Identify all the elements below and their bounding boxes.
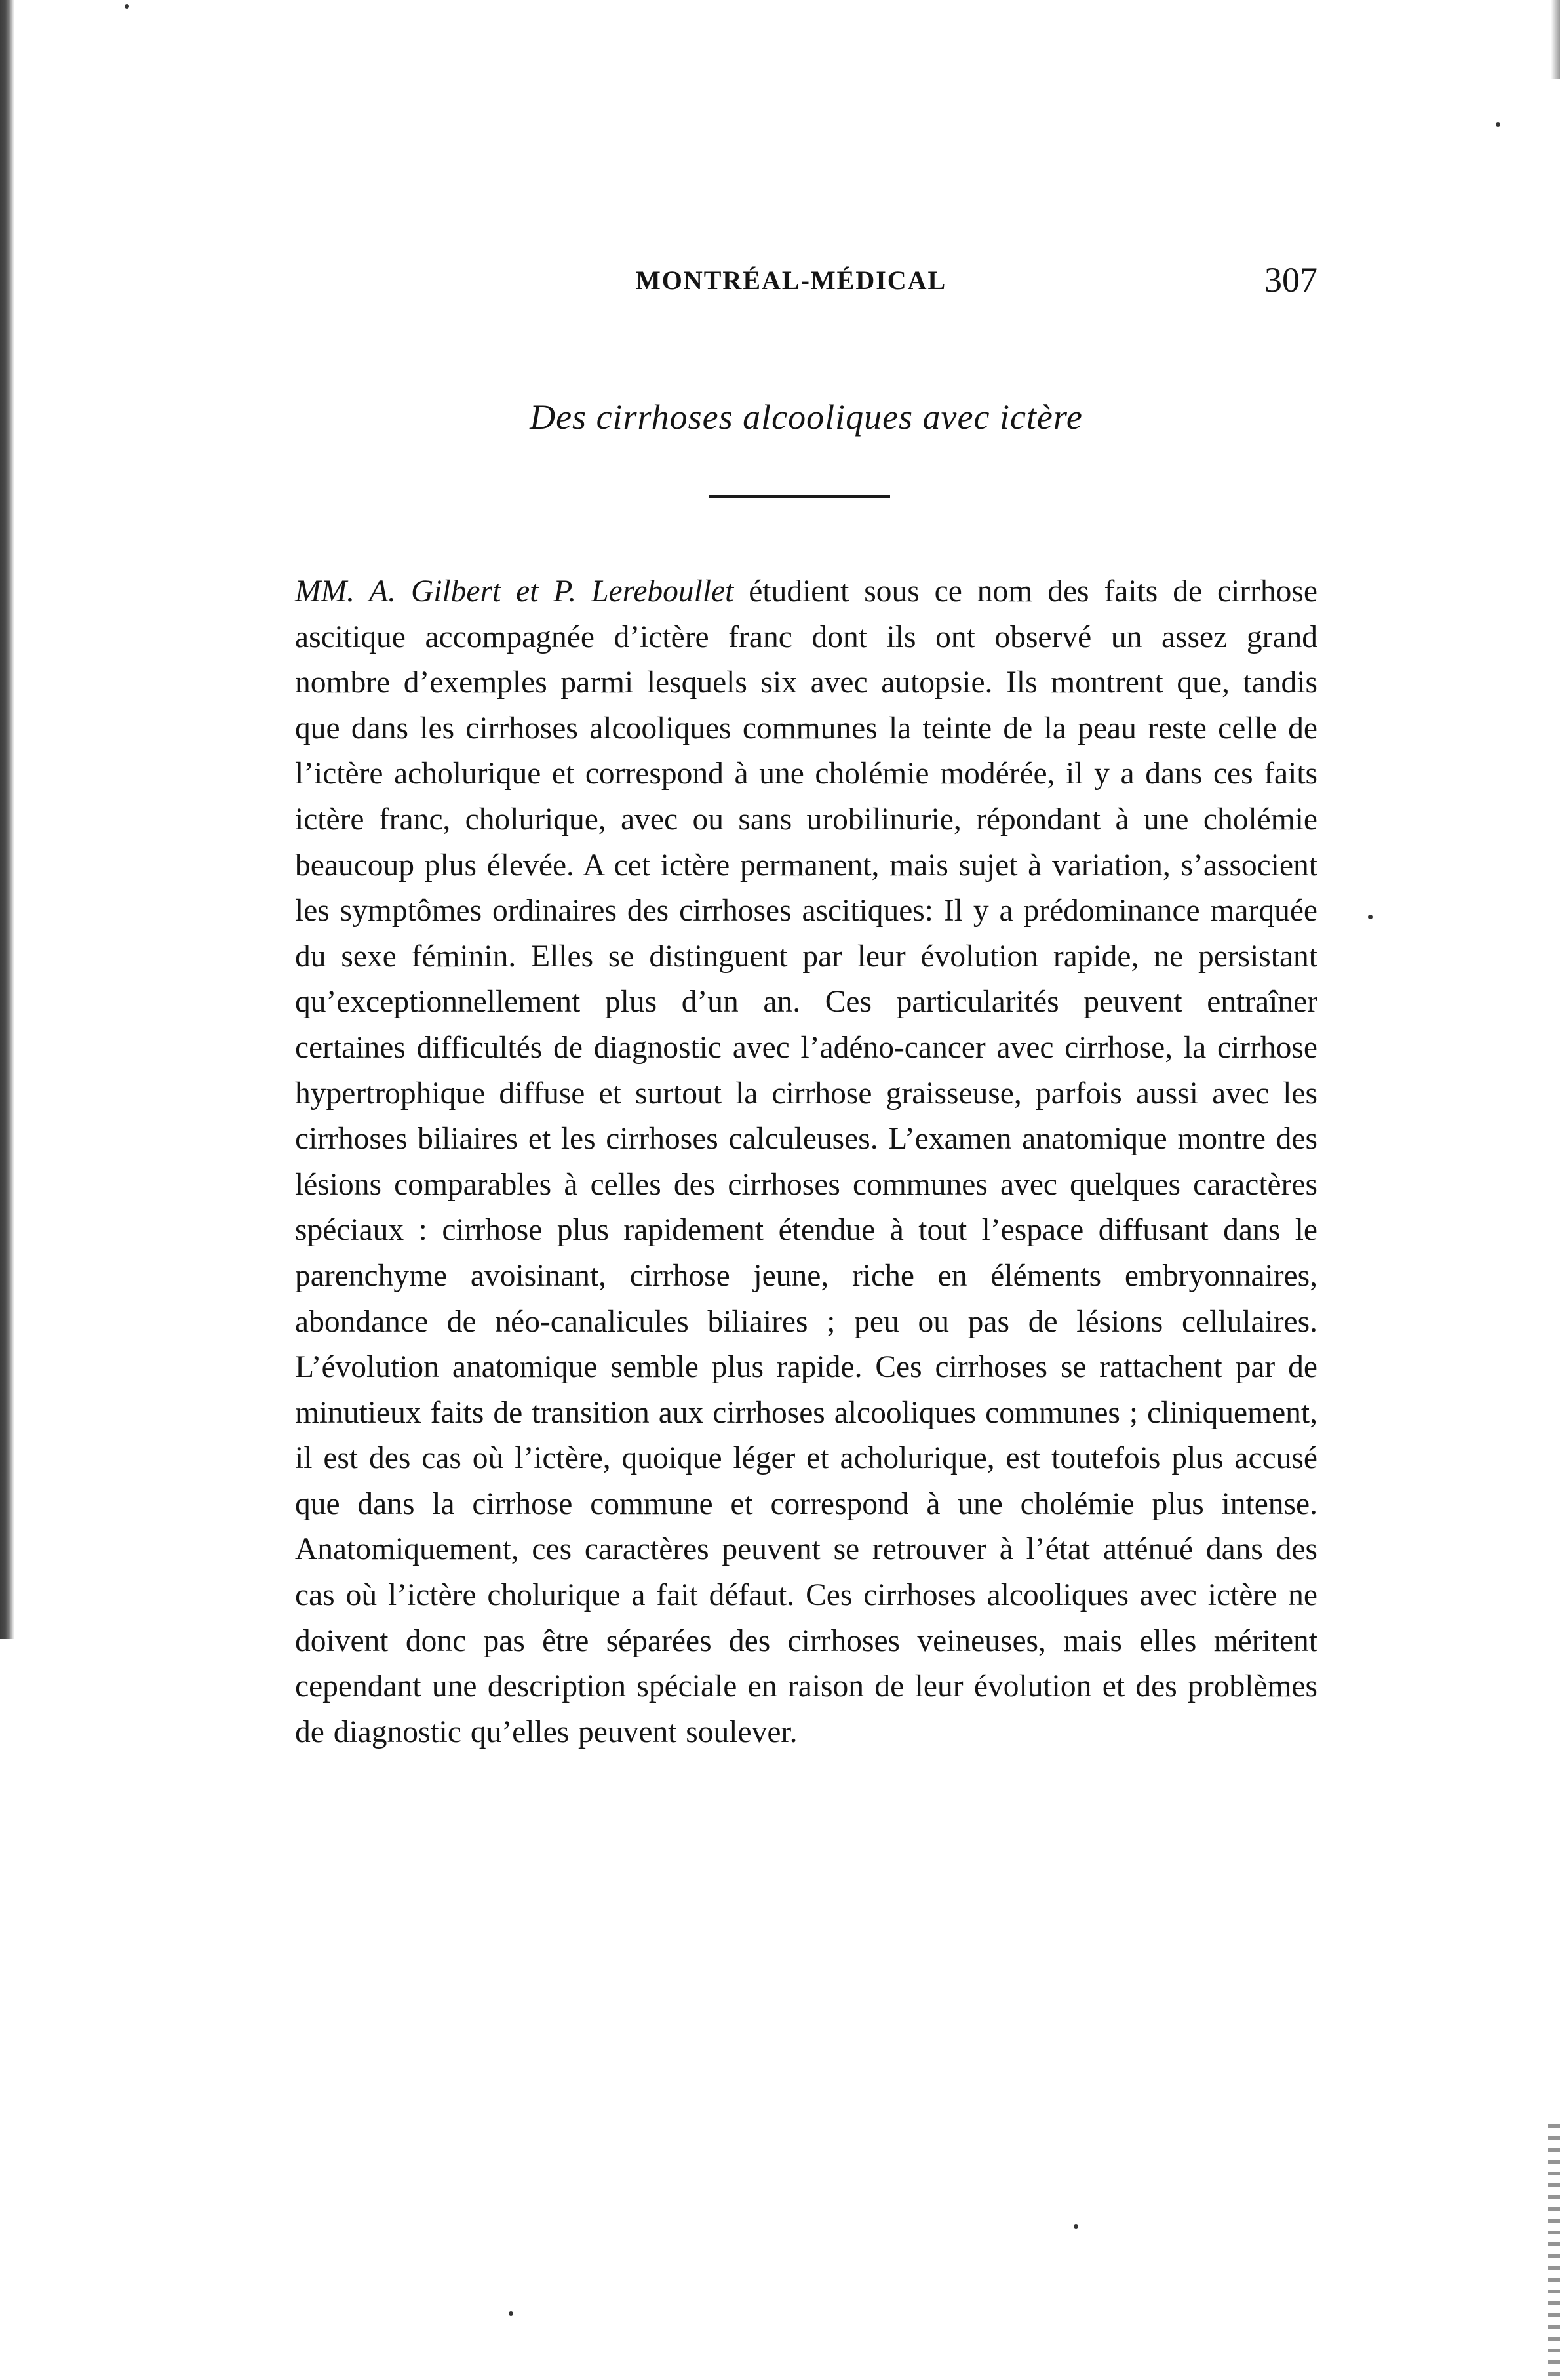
journal-title: MONTRÉAL-MÉDICAL	[636, 266, 947, 295]
article-title: Des cirrhoses alcooliques avec ictère	[530, 397, 1083, 437]
page-number: 307	[1264, 260, 1317, 300]
article-authors: MM. A. Gilbert et P. Lereboullet	[295, 574, 734, 608]
scan-speck	[1074, 2224, 1078, 2229]
scan-edge-right	[1551, 0, 1560, 79]
title-rule	[709, 495, 890, 498]
scan-edge-left	[0, 0, 14, 1639]
scan-speck	[125, 4, 129, 9]
article-text: étudient sous ce nom des faits de cirrhose ascitique accompagnée d’ictère franc dont ils ont observé un assez grand nombre d’exemples parmi lesquels six avec autopsie. Ils montrent que, tandis que dans les cirrhoses alcooliques communes la teinte de la peau reste celle de l’ictère acholurique et correspond à une cholémie modérée, il y a dans ces faits ictère franc, cholurique, avec ou sans urobilinurie, répondant à une cholémie beaucoup plus élevée. A cet ictère permanent, mais sujet à variation, s’associent les symptômes ordinaires des cirrhoses ascitiques: Il y a prédominance marquée du sexe féminin. Elles se distinguent par leur évolution rapide, ne persistant qu’exceptionnellement plus d’un an. Ces particularités peuvent entraîner certaines difficultés de diagnostic avec l’adéno-cancer avec cirrhose, la cirrhose hypertrophique diffuse et surtout la cirrhose graisseuse, parfois aussi avec les cirrhoses biliaires et les cirrhoses calculeuses. L’examen anatomique montre des lésions comparables à celles des cirrhoses communes avec quelques caractères spéciaux : cirrhose plus rapidement étendue à tout l’espace diffusant dans le parenchyme avoisinant, cirrhose jeune, riche en éléments embryonnaires, abondance de néo-canalicules biliaires ; peu ou pas de lésions cellulaires. L’évolution anatomique semble plus rapide. Ces cirrhoses se rattachent par de minutieux faits de transition aux cirrhoses alcooliques communes ; cliniquement, il est des cas où l’ictère, quoique léger et acholurique, est toutefois plus accusé que dans la cirrhose commune et correspond à une cholémie plus intense. Anatomiquement, ces caractères peuvent se retrouver à l’état atténué dans des cas où l’ictère cholurique a fait défaut. Ces cirrhoses alcooliques avec ictère ne doivent donc pas être séparées des cirrhoses veineuses, mais elles méritent cependant une description spéciale en raison de leur évolution et des problèmes de diagnostic qu’elles peuvent soulever.	[295, 574, 1317, 1749]
scan-edge-right-bottom	[1548, 2124, 1560, 2380]
scan-speck	[1496, 122, 1500, 127]
running-header	[295, 260, 1317, 306]
scan-speck	[509, 2311, 513, 2316]
scan-speck	[1368, 915, 1373, 919]
article-body	[295, 569, 1317, 1755]
